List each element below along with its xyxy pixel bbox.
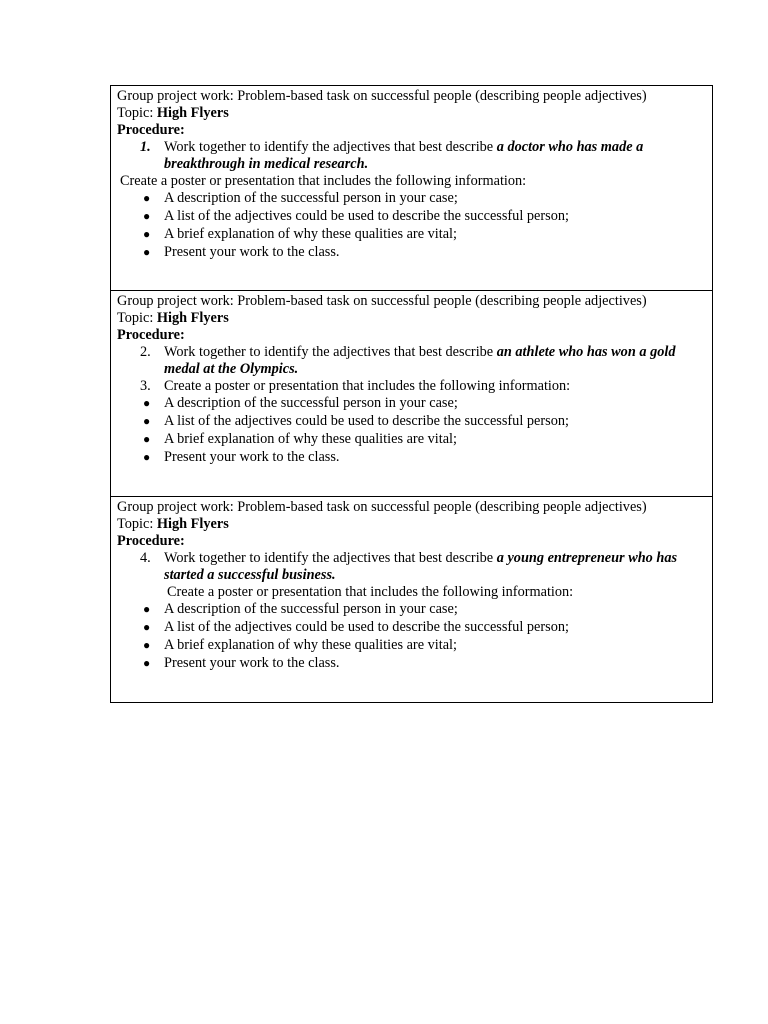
procedure-step bbox=[117, 344, 706, 378]
topic-line bbox=[117, 105, 706, 122]
bullet-icon: ● bbox=[143, 432, 151, 446]
task-row-3 bbox=[111, 497, 713, 703]
bullet-text: A description of the successful person in your case; bbox=[164, 190, 458, 206]
step-number: 3. bbox=[140, 378, 151, 394]
bullet-item bbox=[117, 449, 706, 467]
bullet-text: A list of the adjectives could be used to describe the successful person; bbox=[164, 413, 569, 429]
bullet-item bbox=[117, 619, 706, 637]
bullet-item bbox=[117, 655, 706, 673]
bullet-icon: ● bbox=[143, 396, 151, 410]
bullet-icon: ● bbox=[143, 620, 151, 634]
bullet-text: Present your work to the class. bbox=[164, 449, 340, 465]
create-instruction: Create a poster or presentation that includes the following information: bbox=[120, 173, 527, 189]
topic-label: Topic: bbox=[117, 516, 157, 532]
topic-value: High Flyers bbox=[156, 310, 229, 326]
step-number: 1. bbox=[140, 139, 151, 155]
step-text: Work together to identify the adjectives that best describe bbox=[164, 344, 497, 360]
procedure-label: Procedure: bbox=[117, 122, 185, 138]
topic-value: High Flyers bbox=[156, 516, 229, 532]
bullet-text: Present your work to the class. bbox=[164, 244, 340, 260]
bullet-item bbox=[117, 431, 706, 449]
procedure-label: Procedure: bbox=[117, 327, 185, 343]
step-emphasis: a doctor who has made a breakthrough in medical research. bbox=[164, 139, 644, 172]
task-header: Group project work: Problem-based task on successful people (describing people adjectives) bbox=[117, 293, 647, 309]
topic-label: Topic: bbox=[117, 105, 157, 121]
bullet-text: A description of the successful person in your case; bbox=[164, 395, 458, 411]
bullet-text: A brief explanation of why these qualities are vital; bbox=[164, 226, 457, 242]
step-number: 4. bbox=[140, 550, 151, 566]
step-emphasis: a young entrepreneur who has started a successful business. bbox=[164, 550, 678, 583]
task-row-2 bbox=[111, 291, 713, 497]
bullet-item bbox=[117, 226, 706, 244]
bullet-icon: ● bbox=[143, 191, 151, 205]
procedure-label: Procedure: bbox=[117, 533, 185, 549]
bullet-icon: ● bbox=[143, 450, 151, 464]
bullet-text: A brief explanation of why these qualities are vital; bbox=[164, 431, 457, 447]
bullet-text: Present your work to the class. bbox=[164, 655, 340, 671]
bullet-icon: ● bbox=[143, 414, 151, 428]
bullet-icon: ● bbox=[143, 638, 151, 652]
bullet-item bbox=[117, 190, 706, 208]
bullet-item bbox=[117, 413, 706, 431]
procedure-step bbox=[117, 378, 706, 395]
task-header: Group project work: Problem-based task on successful people (describing people adjectives) bbox=[117, 88, 647, 104]
step-text: Work together to identify the adjectives that best describe bbox=[164, 550, 497, 566]
procedure-step bbox=[117, 139, 706, 173]
bullet-item bbox=[117, 395, 706, 413]
step-text: Work together to identify the adjectives that best describe bbox=[164, 139, 497, 155]
task-cell-2 bbox=[111, 291, 713, 497]
bullet-item bbox=[117, 208, 706, 226]
step-number: 2. bbox=[140, 344, 151, 360]
topic-line bbox=[117, 516, 706, 533]
bullet-item bbox=[117, 244, 706, 262]
bullet-icon: ● bbox=[143, 602, 151, 616]
task-cell-1 bbox=[111, 86, 713, 291]
procedure-step bbox=[117, 550, 706, 584]
bullet-text: A description of the successful person in your case; bbox=[164, 601, 458, 617]
bullet-icon: ● bbox=[143, 656, 151, 670]
bullet-icon: ● bbox=[143, 227, 151, 241]
bullet-text: A list of the adjectives could be used to describe the successful person; bbox=[164, 619, 569, 635]
bullet-text: A brief explanation of why these qualities are vital; bbox=[164, 637, 457, 653]
bullet-text: A list of the adjectives could be used to describe the successful person; bbox=[164, 208, 569, 224]
task-row-1 bbox=[111, 86, 713, 291]
topic-label: Topic: bbox=[117, 310, 157, 326]
step-emphasis: an athlete who has won a gold medal at the Olympics. bbox=[164, 344, 676, 377]
topic-value: High Flyers bbox=[156, 105, 229, 121]
task-header: Group project work: Problem-based task on successful people (describing people adjectives) bbox=[117, 499, 647, 515]
topic-line bbox=[117, 310, 706, 327]
bullet-icon: ● bbox=[143, 209, 151, 223]
bullet-item bbox=[117, 637, 706, 655]
task-table bbox=[110, 85, 713, 703]
step-text: Create a poster or presentation that includes the following information: bbox=[164, 378, 571, 394]
create-instruction: Create a poster or presentation that includes the following information: bbox=[167, 584, 574, 600]
task-cell-3 bbox=[111, 497, 713, 703]
bullet-icon: ● bbox=[143, 245, 151, 259]
bullet-item bbox=[117, 601, 706, 619]
